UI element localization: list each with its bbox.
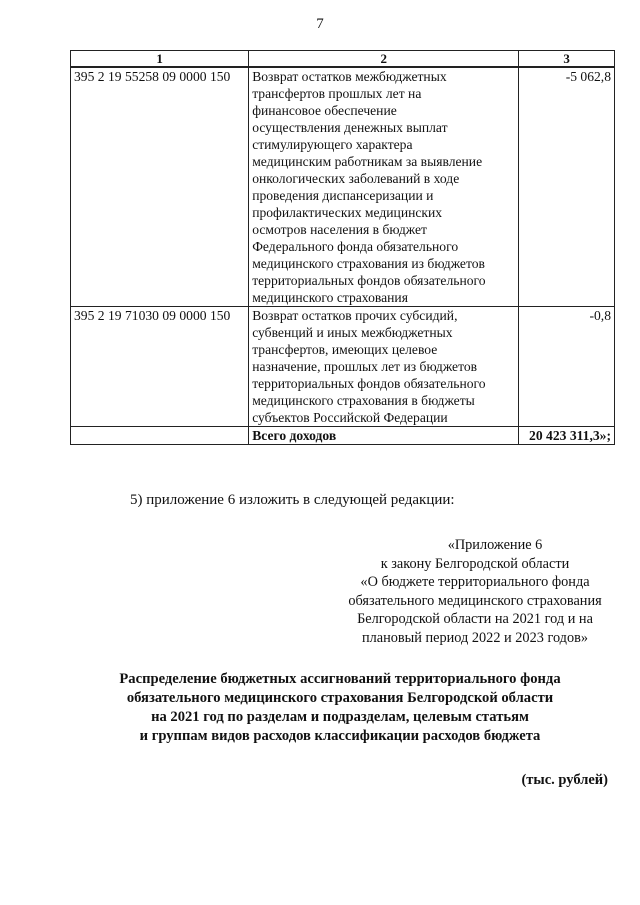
section-heading — [80, 670, 600, 746]
row-amount: -5 062,8 — [519, 67, 615, 307]
row-code: 395 2 19 71030 09 0000 150 — [71, 307, 249, 427]
total-label: Всего доходов — [249, 427, 519, 445]
appendix-line: плановый период 2022 и 2023 годов» — [361, 629, 589, 646]
appendix-block — [330, 536, 620, 647]
heading-line: Распределение бюджетных ассигнований территориального фонда — [119, 671, 561, 687]
row-amount: -0,8 — [519, 307, 615, 427]
income-table — [70, 50, 615, 445]
column-header: 3 — [519, 51, 615, 68]
table-header-row — [71, 51, 615, 68]
units-label: (тыс. рублей) — [521, 772, 608, 788]
table-row — [71, 67, 615, 307]
table-row — [71, 307, 615, 427]
total-empty-cell — [71, 427, 249, 445]
appendix-line: к закону Белгородской области — [380, 555, 570, 572]
row-code: 395 2 19 55258 09 0000 150 — [71, 67, 249, 307]
row-name: Возврат остатков прочих субсидий, субвенций и иных межбюджетных трансфертов, имеющих целевое назначение, прошлых лет из бюджетов территориальных фондов обязательного медицинского страхования в бюджеты субъектов Российской Федерации — [249, 307, 519, 427]
row-name: Возврат остатков межбюджетных трансфертов прошлых лет на финансовое обеспечение осуществления денежных выплат стимулирующего характера медицинским работникам за выявление онкологических заболеваний в ходе проведения диспансеризации и профилактических медицинских осмотров населения в бюджет Федерального фонда обязательного медицинского страхования из бюджетов территориальных фондов обязательного медицинского страхования — [249, 67, 519, 307]
appendix-line: Белгородской области на 2021 год и на — [357, 611, 593, 627]
page-number: 7 — [316, 16, 324, 32]
appendix-line: «О бюджете территориального фонда — [360, 574, 590, 590]
total-row — [71, 427, 615, 445]
heading-line: обязательного медицинского страхования Белгородской области — [126, 690, 554, 706]
heading-line: и группам видов расходов классификации расходов бюджета — [139, 728, 541, 744]
appendix-line: обязательного медицинского страхования — [348, 592, 602, 609]
column-header: 1 — [71, 51, 249, 68]
column-header: 2 — [249, 51, 519, 68]
instruction-text: 5) приложение 6 изложить в следующей редакции: — [130, 492, 455, 508]
appendix-line: «Приложение 6 — [447, 537, 543, 553]
heading-line: на 2021 год по разделам и подразделам, целевым статьям — [151, 709, 529, 725]
total-amount: 20 423 311,3»; — [519, 427, 615, 445]
